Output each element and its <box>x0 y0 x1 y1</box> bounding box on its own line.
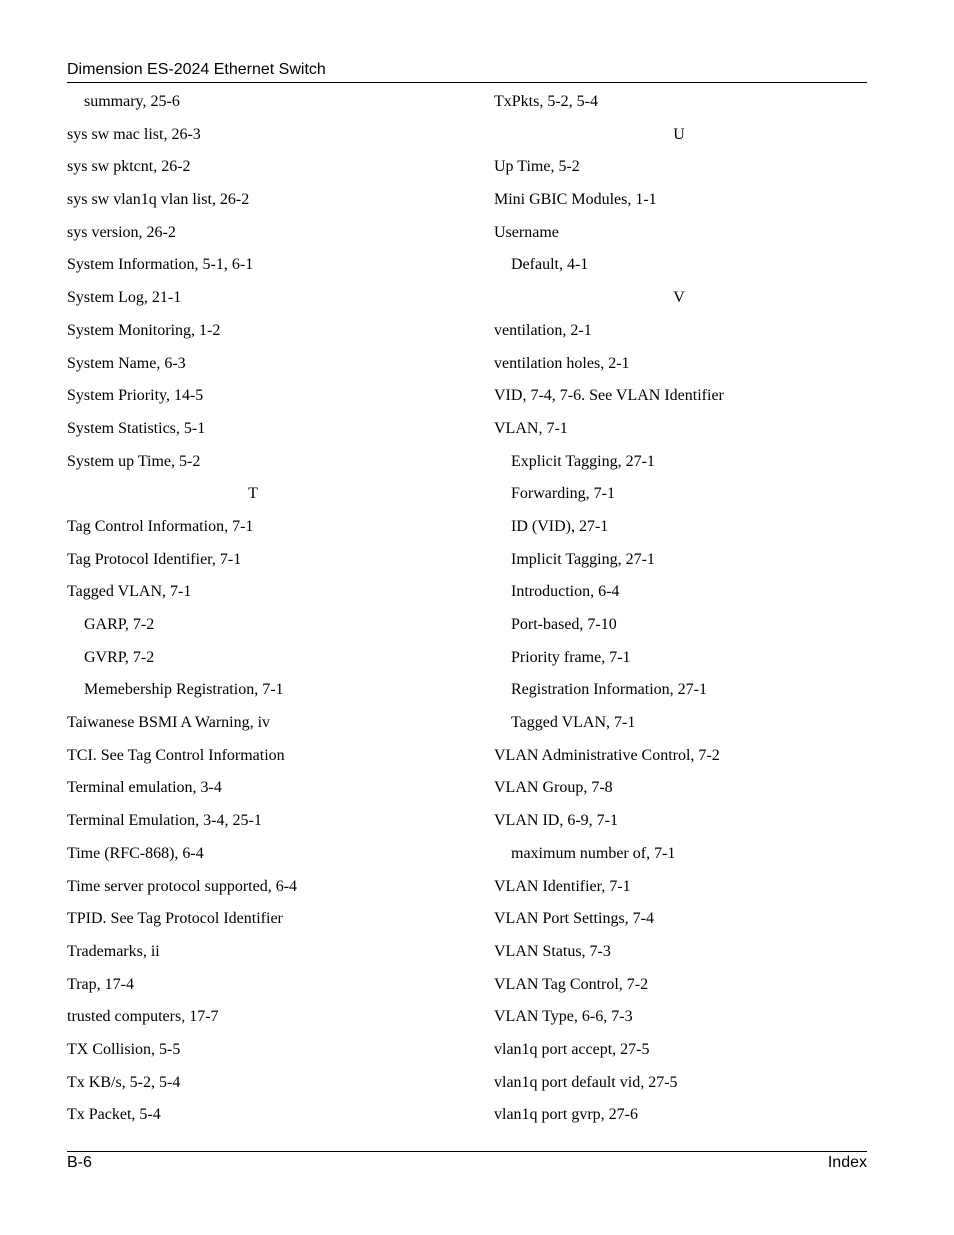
section-name: Index <box>827 1154 867 1171</box>
document-title: Dimension ES-2024 Ethernet Switch <box>67 61 326 78</box>
index-entry: TX Collision, 5-5 <box>67 1040 181 1058</box>
index-entry: System Name, 6-3 <box>67 354 186 372</box>
index-entry: Time server protocol supported, 6-4 <box>67 877 298 895</box>
index-entry: sys version, 26-2 <box>67 223 176 241</box>
index-entry: sys sw vlan1q vlan list, 26-2 <box>67 191 250 209</box>
page-footer <box>67 1151 867 1176</box>
index-entry: Time (RFC-868), 6-4 <box>67 844 204 862</box>
index-column-right <box>494 88 866 1134</box>
index-entry: Trap, 17-4 <box>67 975 134 993</box>
index-entry: System up Time, 5-2 <box>67 452 201 470</box>
index-subentry: Tagged VLAN, 7-1 <box>511 714 636 732</box>
index-entry: VLAN Group, 7-8 <box>494 779 613 797</box>
index-entry: VLAN Administrative Control, 7-2 <box>494 746 720 764</box>
index-subentry: Default, 4-1 <box>511 256 589 274</box>
index-entry: VLAN Port Settings, 7-4 <box>494 910 654 928</box>
index-letter-heading: T <box>248 485 258 503</box>
index-entry: TxPkts, 5-2, 5-4 <box>494 93 598 110</box>
index-entry: vlan1q port accept, 27-5 <box>494 1040 650 1058</box>
index-entry: VLAN Identifier, 7-1 <box>494 877 631 895</box>
index-entry: sys sw mac list, 26-3 <box>67 125 201 143</box>
index-entry: Terminal emulation, 3-4 <box>67 779 222 797</box>
index-entry: VLAN ID, 6-9, 7-1 <box>494 812 618 830</box>
index-entry: Mini GBIC Modules, 1-1 <box>494 191 657 209</box>
index-entry: Tag Control Information, 7-1 <box>67 517 254 535</box>
index-entry: Trademarks, ii <box>67 942 160 960</box>
index-entry: System Log, 21-1 <box>67 289 182 307</box>
index-entry: vlan1q port gvrp, 27-6 <box>494 1106 638 1124</box>
index-entry: Username <box>494 223 559 241</box>
index-entry: VID, 7-4, 7-6. See VLAN Identifier <box>494 387 724 405</box>
index-subentry: Port-based, 7-10 <box>511 616 617 633</box>
index-subentry: GARP, 7-2 <box>84 616 155 633</box>
index-entry: sys sw pktcnt, 26-2 <box>67 158 191 176</box>
index-subentry: Explicit Tagging, 27-1 <box>511 452 655 470</box>
index-subentry: Forwarding, 7-1 <box>511 485 615 503</box>
index-entry: trusted computers, 17-7 <box>67 1008 219 1026</box>
index-subentry: Priority frame, 7-1 <box>511 648 631 666</box>
index-entry: Tx Packet, 5-4 <box>67 1106 161 1124</box>
index-entry: ventilation, 2-1 <box>494 321 592 339</box>
index-subentry: Introduction, 6-4 <box>511 583 620 601</box>
index-entry: ventilation holes, 2-1 <box>494 354 630 372</box>
index-entry: Tx KB/s, 5-2, 5-4 <box>67 1073 181 1091</box>
index-entry: System Statistics, 5-1 <box>67 419 206 437</box>
index-entry: Up Time, 5-2 <box>494 158 580 176</box>
index-letter-heading: V <box>673 289 685 307</box>
index-subentry: Memebership Registration, 7-1 <box>84 681 284 699</box>
index-subentry: ID (VID), 27-1 <box>511 517 609 535</box>
index-subentry: Implicit Tagging, 27-1 <box>511 550 655 568</box>
index-entry: VLAN Status, 7-3 <box>494 942 611 960</box>
index-subentry: GVRP, 7-2 <box>84 648 155 666</box>
index-entry: Taiwanese BSMI A Warning, iv <box>67 714 271 732</box>
index-entry: Tag Protocol Identifier, 7-1 <box>67 550 242 568</box>
index-entry: TPID. See Tag Protocol Identifier <box>67 910 283 928</box>
index-entry: System Priority, 14-5 <box>67 387 204 405</box>
page-header <box>67 60 867 83</box>
index-column-left <box>67 88 439 1134</box>
index-entry: VLAN Tag Control, 7-2 <box>494 975 649 993</box>
index-entry: VLAN, 7-1 <box>494 419 568 437</box>
index-letter-heading: U <box>673 125 685 143</box>
index-subentry: maximum number of, 7-1 <box>511 844 676 862</box>
index-entry: System Monitoring, 1-2 <box>67 321 221 339</box>
index-entry: VLAN Type, 6-6, 7-3 <box>494 1008 633 1026</box>
index-subentry: summary, 25-6 <box>84 93 180 110</box>
index-entry: System Information, 5-1, 6-1 <box>67 256 254 274</box>
index-entry: Terminal Emulation, 3-4, 25-1 <box>67 812 262 830</box>
index-entry: TCI. See Tag Control Information <box>67 746 285 764</box>
index-entry: vlan1q port default vid, 27-5 <box>494 1073 678 1091</box>
page-number: B-6 <box>67 1154 92 1171</box>
index-subentry: Registration Information, 27-1 <box>511 681 707 699</box>
index-entry: Tagged VLAN, 7-1 <box>67 583 192 601</box>
